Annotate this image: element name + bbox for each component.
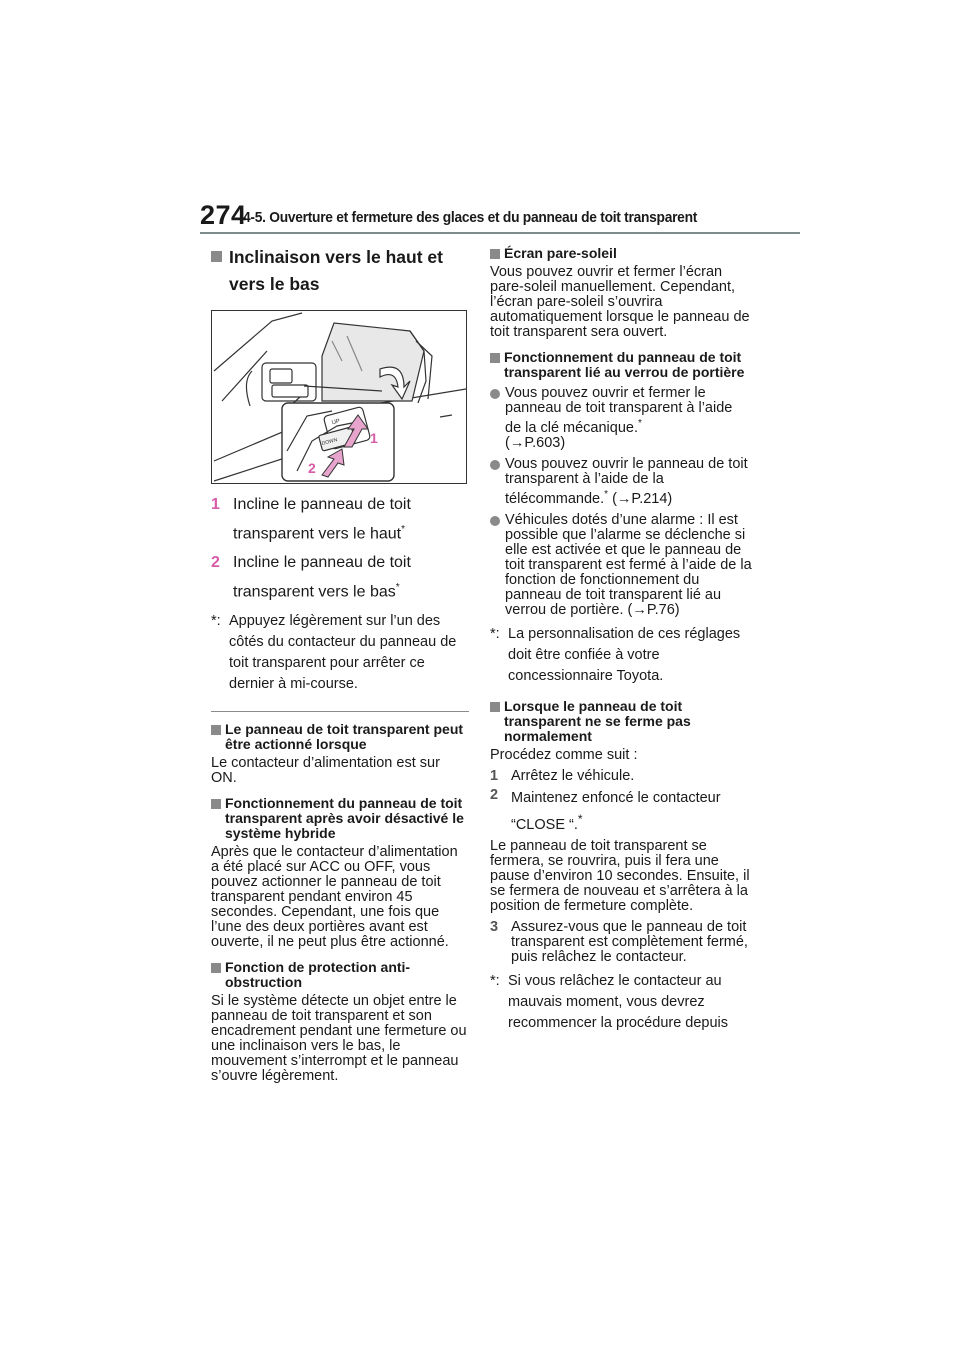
footnote-marker: *: [490,625,500,642]
step-text: Incline le panneau de toit transparent vers le bas [233,554,411,601]
bullet-remote-control: Vous pouvez ouvrir le panneau de toit transparent à l’aide de la télécommande.* (→P.214) [490,457,752,507]
round-bullet-icon [490,389,500,399]
subheading-after-hybrid-off: Fonctionnement du panneau de toit transparent après avoir désactivé le système hybride [211,796,469,841]
switch-label-down: DOWN [321,437,339,448]
sunroof-switch-illustration [211,310,467,484]
section-heading-text: Inclinaison vers le haut et vers le bas [229,247,443,294]
step-number: 2 [490,786,499,803]
step-tilt-up [211,492,469,546]
callout-label-1: 1 [370,430,378,446]
square-bullet-icon [211,251,222,262]
section-heading-tilt [211,244,469,298]
footnote-tilt [211,611,469,695]
paragraph-operation-condition: Le contacteur d’alimentation est sur ON. [211,754,440,786]
square-bullet-icon [490,353,500,363]
footnote-marker: *: [211,612,221,629]
step-text: Assurez-vous que le panneau de toit transparent est complètement fermé, puis relâchez le contacteur. [511,919,748,966]
footnote-marker: *: [490,973,500,990]
callout-label-2: 2 [308,460,316,476]
square-bullet-icon [490,249,500,259]
step-number: 2 [211,554,220,572]
section-divider [211,711,469,712]
bullet-alarm-vehicles: Véhicules dotés d’une alarme : Il est possible que l’alarme se déclenche si elle est activée et que le panneau de toit transparent est fermé à l’aide de la fonction de fonctionnement du panneau de toit transparent lié au verrou de portière. (→P.76) [490,513,752,618]
round-bullet-icon [490,516,500,526]
subheading-not-closing: Lorsque le panneau de toit transparent ne se ferme pas normalement [490,699,752,744]
paragraph-after-hybrid-off: Après que le contacteur d’alimentation a été placé sur ACC ou OFF, vous pouvez actionner le panneau de toit transparent pendant environ 45 secondes. Cependant, une fois que l’une des deux portières avant est ouverte, il ne peut plus être actionné. [211,843,458,950]
asterisk-mark: * [401,524,405,535]
footnote-customization [490,624,752,687]
asterisk-mark: * [395,582,400,594]
switch-label-up: UP [331,418,341,427]
paragraph-procedure-detail: Le panneau de toit transparent se fermera, se rouvrira, puis il fera une pause d’environ 10 secondes. Ensuite, il se fermera de nouveau et s’arrêtera à la position de fermeture complète. [490,838,750,915]
switch-illustration-svg [212,311,466,483]
right-column [490,244,752,1034]
procedure-step-1 [490,769,752,784]
bullet-mechanical-key: Vous pouvez ouvrir et fermer le panneau de toit transparent à l’aide de la clé mécanique.* (→P.603) [490,386,752,451]
paragraph-anti-obstruction: Si le système détecte un objet entre le panneau de toit transparent et son encadrement pendant une fermeture ou une inclinaison vers le bas, le mouvement s’interrompt et le panneau s’ouvre légèrement. [211,992,467,1084]
footnote-text: Si vous relâchez le contacteur au mauvais moment, vous devrez recommencer la procédure depuis [508,973,729,1032]
square-bullet-icon [490,702,500,712]
footnote-text: La personnalisation de ces réglages doit être confiée à votre concessionnaire Toyota. [508,625,741,684]
round-bullet-icon [490,460,500,470]
step-number: 1 [211,496,220,513]
paragraph-sunshade: Vous pouvez ouvrir et fermer l’écran pare-soleil manuellement. Cependant, l’écran pare-soleil s’ouvrira automatiquement lorsque le panneau de toit transparent sera ouvert. [490,264,750,340]
square-bullet-icon [211,963,221,973]
subheading-door-lock-link: Fonctionnement du panneau de toit transparent lié au verrou de portière [490,350,752,380]
asterisk-mark: * [638,418,642,429]
page-reference-link[interactable]: (→P.214) [612,490,673,507]
step-tilt-down [211,550,469,604]
asterisk-mark: * [604,488,609,500]
step-text: Incline le panneau de toit transparent vers le haut [233,496,411,543]
header-rule [200,232,800,234]
step-number: 3 [490,919,499,936]
left-column [211,244,469,1090]
page-reference-link[interactable]: (→P.603) [505,434,566,451]
footnote-release-timing [490,971,752,1034]
step-number: 1 [490,767,499,784]
subheading-operation-condition: Le panneau de toit transparent peut être actionné lorsque [211,722,469,752]
paragraph-procedure-intro: Procédez comme suit : [490,746,638,763]
step-text: Arrêtez le véhicule. [511,767,635,784]
square-bullet-icon [211,799,221,809]
square-bullet-icon [211,725,221,735]
header-title: 4-5. Ouverture et fermeture des glaces et du panneau de toit transparent [243,209,698,226]
footnote-text: Appuyez légèrement sur l’un des côtés du contacteur du panneau de toit transparent pour arrêter ce dernier à mi-course. [229,612,457,692]
procedure-step-2 [490,788,752,836]
step-text: Maintenez enfoncé le contacteur “CLOSE “. [511,789,721,833]
procedure-step-3 [490,920,752,965]
asterisk-mark: * [577,811,583,826]
subheading-sunshade: Écran pare-soleil [490,246,752,261]
page-number: 274 [200,200,247,230]
subheading-anti-obstruction: Fonction de protection anti-obstruction [211,960,469,990]
